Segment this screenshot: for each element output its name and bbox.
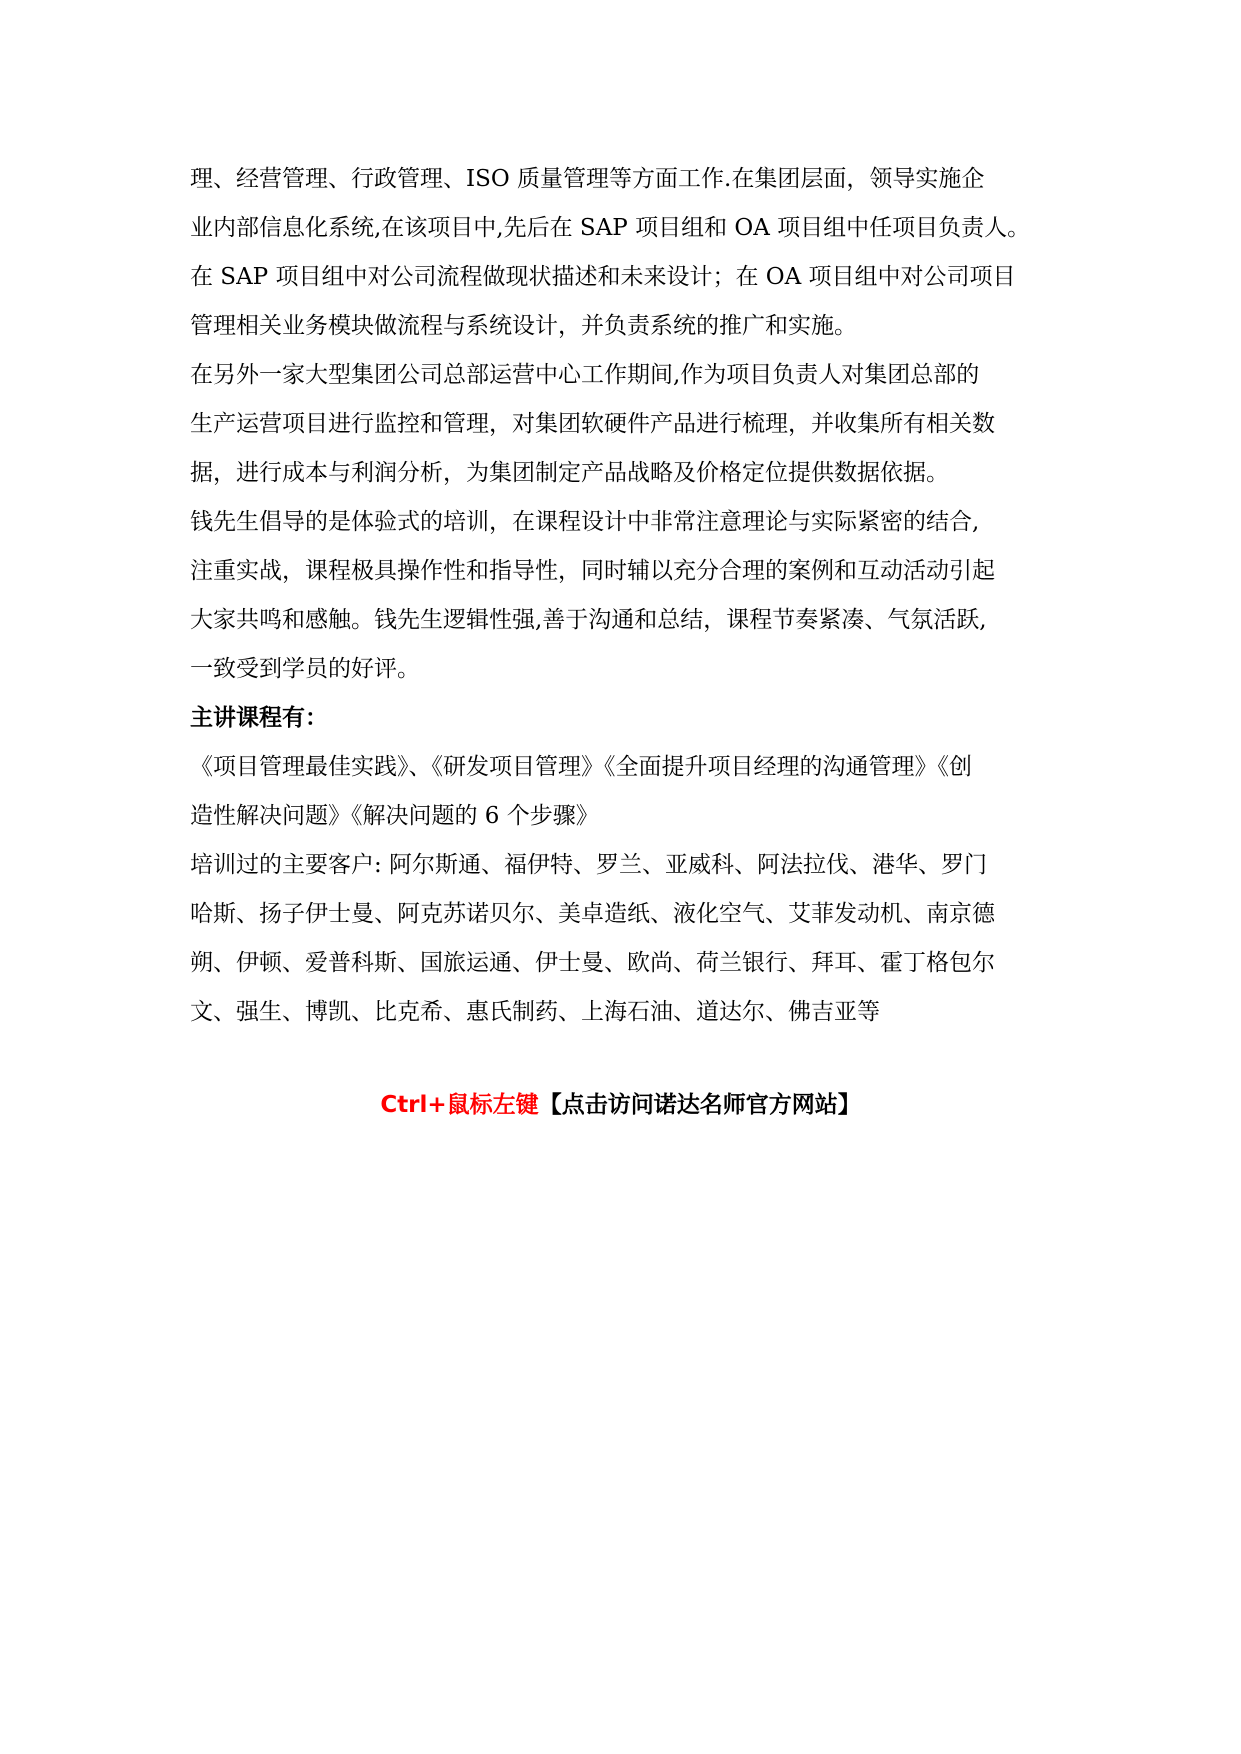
text-line: 生产运营项目进行监控和管理，对集团软硬件产品进行梳理，并收集所有相关数	[190, 411, 995, 437]
text-line: 《项目管理最佳实践》、《研发项目管理》《全面提升项目经理的沟通管理》《创	[190, 754, 972, 780]
text-line: 钱先生倡导的是体验式的培训，在课程设计中非常注意理论与实际紧密的结合,	[190, 509, 980, 535]
text-line: 在 SAP 项目组中对公司流程做现状描述和未来设计；在 OA 项目组中对公司项目	[190, 264, 1016, 290]
paragraph-experience	[190, 155, 1070, 351]
text-line: 造性解决问题》《解决问题的 6 个步骤》	[190, 803, 599, 829]
paragraph-operations	[190, 351, 1070, 498]
text-line: 理、经营管理、行政管理、ISO 质量管理等方面工作.在集团层面，领导实施企	[190, 166, 985, 192]
text-line: 朔、伊顿、爱普科斯、国旅运通、伊士曼、欧尚、荷兰银行、拜耳、霍丁格包尔	[190, 950, 995, 976]
text-line: 一致受到学员的好评。	[190, 656, 420, 682]
paragraph-training-style	[190, 498, 1070, 694]
text-line: 管理相关业务模块做流程与系统设计，并负责系统的推广和实施。	[190, 313, 857, 339]
document-body	[190, 155, 1070, 1037]
clients-list	[190, 841, 1070, 1037]
text-line: 大家共鸣和感触。钱先生逻辑性强,善于沟通和总结，课程节奏紧凑、气氛活跃,	[190, 607, 987, 633]
official-website-link[interactable]	[0, 1085, 1241, 1125]
text-line: 注重实战，课程极具操作性和指导性，同时辅以充分合理的案例和互动活动引起	[190, 558, 995, 584]
shortcut-hint: Ctrl+鼠标左键	[380, 1092, 539, 1118]
text-line: 文、强生、博凯、比克希、惠氏制药、上海石油、道达尔、佛吉亚等	[190, 999, 880, 1025]
text-line: 业内部信息化系统,在该项目中,先后在 SAP 项目组和 OA 项目组中任项目负责人。	[190, 215, 1031, 241]
courses-list	[190, 743, 1070, 841]
courses-heading: 主讲课程有：	[190, 705, 328, 731]
text-line: 培训过的主要客户: 阿尔斯通、福伊特、罗兰、亚威科、阿法拉伐、港华、罗门	[190, 852, 988, 878]
link-text[interactable]: 【点击访问诺达名师官方网站】	[538, 1092, 861, 1118]
text-line: 据，进行成本与利润分析，为集团制定产品战略及价格定位提供数据依据。	[190, 460, 949, 486]
text-line: 哈斯、扬子伊士曼、阿克苏诺贝尔、美卓造纸、液化空气、艾菲发动机、南京德	[190, 901, 995, 927]
text-line: 在另外一家大型集团公司总部运营中心工作期间,作为项目负责人对集团总部的	[190, 362, 980, 388]
